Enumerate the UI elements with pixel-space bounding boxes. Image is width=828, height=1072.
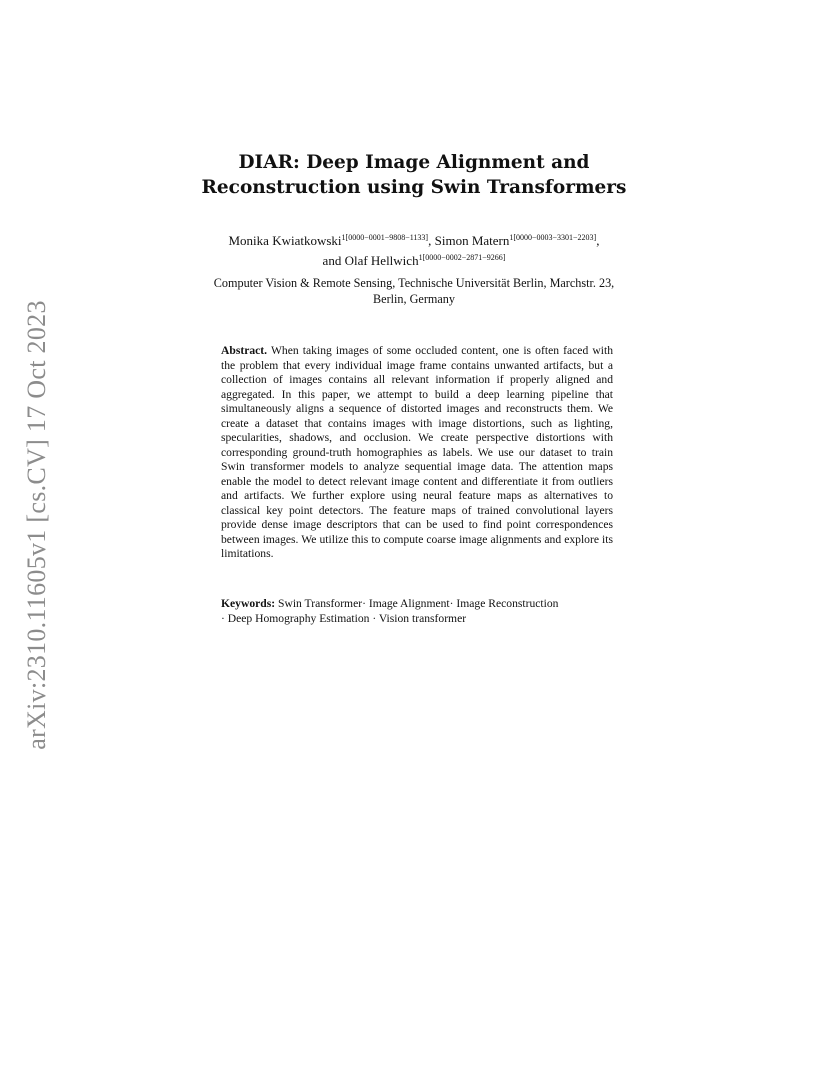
keywords-label: Keywords: [221,597,276,610]
author-line-2 [0,249,828,269]
arxiv-identifier [22,290,52,760]
author-line-1 [0,229,828,249]
keywords-line-1 [221,597,613,612]
arxiv-identifier-text: arXiv:2310.11605v1 [cs.CV] 17 Oct 2023 [22,300,51,750]
affiliation-line-1: Computer Vision & Remote Sensing, Technische Universität Berlin, Marchstr. 23, [213,276,615,290]
author-1-orcid: 1[0000−0001−9808−1133] [341,233,429,242]
keywords-line-2: · Deep Homography Estimation · Vision transformer [221,611,467,625]
affiliation-line-2: Berlin, Germany [373,292,455,306]
author-3-orcid: 1[0000−0002−2871−9266] [418,253,506,262]
author-2-orcid: 1[0000−0003−3301−2203] [509,233,597,242]
abstract-label: Abstract. [221,344,268,357]
title-line-2: Reconstruction using Swin Transformers [201,177,627,198]
abstract [221,344,613,562]
keywords [221,597,613,626]
affiliation [0,275,828,307]
title-line-1: DIAR: Deep Image Alignment and [238,152,590,173]
author-1-name: Monika Kwiatkowski [228,233,342,248]
author-separator: , [596,233,600,248]
author-list [0,229,828,269]
author-2-name: , Simon Matern [428,233,510,248]
author-3-name: and Olaf Hellwich [322,253,419,268]
abstract-text: When taking images of some occluded content, one is often faced with the problem that every individual image frame contains unwanted artifacts, but a collection of images contains all relevant information if properly aligned and aggregated. In this paper, we attempt to build a deep learning pipeline that simultaneously aligns a sequence of distorted images and reconstructs them. We create a dataset that contains images with image distortions, such as lighting, specularities, shadows, and occlusion. We create perspective distortions with corresponding ground-truth homographies as labels. We use our dataset to train Swin transformer models to analyze sequential image data. The attention maps enable the model to detect relevant image content and differentiate it from outliers and artifacts. We further explore using neural feature maps as alternatives to classical key point detectors. The feature maps of trained convolutional layers provide dense image descriptors that can be used to find point correspondences between images. We utilize this to compute coarse image alignments and explore its limitations. [221,344,613,560]
keywords-text-1: Swin Transformer· Image Alignment· Image Reconstruction [278,597,559,610]
paper-title [0,150,828,200]
